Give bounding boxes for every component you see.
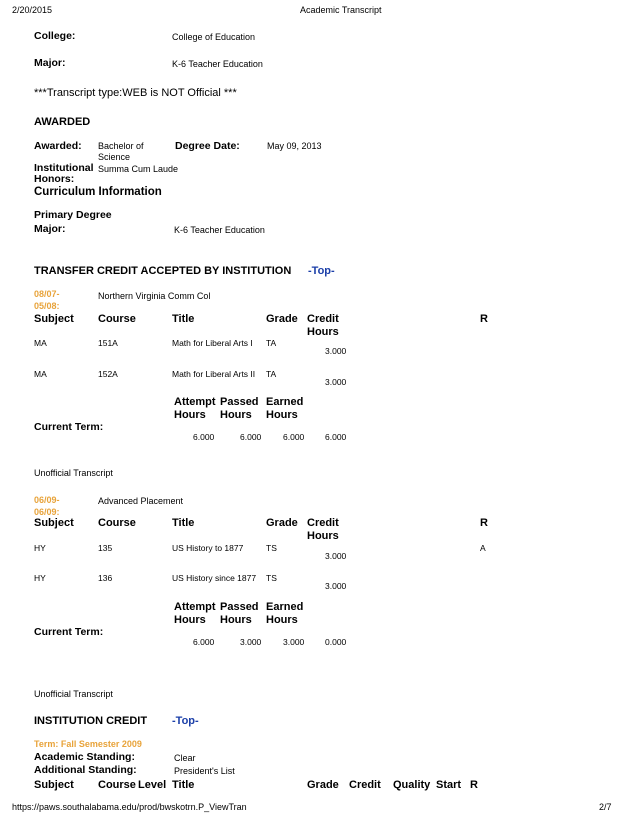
academic-standing-label: Academic Standing:	[34, 751, 135, 763]
college-value: College of Education	[172, 32, 256, 42]
col-grade: Grade	[266, 313, 298, 325]
degree-date-label: Degree Date:	[175, 140, 240, 152]
col-passed-hours: Passed Hours	[220, 601, 259, 626]
col-title: Title	[172, 779, 195, 791]
col-course: Course	[98, 313, 136, 325]
total-attempt: 6.000	[193, 432, 215, 442]
current-term-label: Current Term:	[34, 626, 104, 638]
row-grade: TS	[266, 543, 277, 553]
col-title: Title	[172, 313, 195, 325]
awarded-label: Awarded:	[34, 140, 82, 152]
honors-value: Summa Cum Laude	[98, 164, 179, 174]
institution-heading: INSTITUTION CREDIT	[34, 715, 148, 727]
awarded-heading: AWARDED	[34, 116, 91, 128]
curriculum-major-label: Major:	[34, 223, 66, 235]
col-earned-hours: Earned Hours	[266, 601, 304, 626]
row-course: 136	[98, 573, 113, 583]
page-number: 2/7	[599, 802, 612, 812]
term-dates: 08/07- 05/08:	[34, 289, 60, 311]
row-credit: 3.000	[325, 581, 347, 591]
curriculum-heading: Curriculum Information	[34, 186, 162, 198]
college-label: College:	[34, 30, 76, 42]
unofficial-notice: ***Transcript type:WEB is NOT Official ***	[34, 87, 237, 99]
print-date: 2/20/2015	[12, 5, 53, 15]
row-grade: TS	[266, 573, 277, 583]
honors-label: Institutional Honors:	[34, 162, 94, 185]
col-credit-hours: Credit Hours	[307, 313, 339, 338]
col-grade: Grade	[307, 779, 339, 791]
total-earned: 6.000	[283, 432, 305, 442]
print-url: https://paws.southalabama.edu/prod/bwskotrn.P_ViewTran	[12, 802, 247, 812]
total-extra: 0.000	[325, 637, 347, 647]
row-grade: TA	[266, 369, 277, 379]
col-title: Title	[172, 517, 195, 529]
degree-date-value: May 09, 2013	[267, 141, 322, 151]
col-subject: Subject	[34, 313, 74, 325]
row-subject: MA	[34, 369, 47, 379]
major-value: K-6 Teacher Education	[172, 59, 263, 69]
row-course: 152A	[98, 369, 118, 379]
term-name: Term: Fall Semester 2009	[34, 739, 142, 749]
print-title: Academic Transcript	[300, 5, 382, 15]
col-attempt-hours: Attempt Hours	[174, 396, 216, 421]
term-source: Advanced Placement	[98, 496, 184, 506]
col-credit: Credit	[349, 779, 381, 791]
row-title: Math for Liberal Arts II	[172, 369, 256, 379]
row-r: A	[480, 543, 486, 553]
col-subject: Subject	[34, 517, 74, 529]
col-subject: Subject	[34, 779, 74, 791]
transfer-heading: TRANSFER CREDIT ACCEPTED BY INSTITUTION	[34, 265, 292, 277]
col-course: Course	[98, 779, 136, 791]
col-passed-hours: Passed Hours	[220, 396, 259, 421]
total-attempt: 6.000	[193, 637, 215, 647]
row-title: US History since 1877	[172, 573, 257, 583]
col-earned-hours: Earned Hours	[266, 396, 304, 421]
col-r: R	[480, 517, 488, 529]
curriculum-major-value: K-6 Teacher Education	[174, 225, 265, 235]
additional-standing-value: President's List	[174, 766, 235, 776]
row-title: US History to 1877	[172, 543, 244, 553]
row-subject: HY	[34, 573, 46, 583]
col-level: Level	[138, 779, 167, 791]
col-credit-hours: Credit Hours	[307, 517, 339, 542]
term-dates: 06/09- 06/09:	[34, 495, 60, 517]
total-earned: 3.000	[283, 637, 305, 647]
col-course: Course	[98, 517, 136, 529]
row-subject: MA	[34, 338, 47, 348]
row-grade: TA	[266, 338, 277, 348]
row-course: 135	[98, 543, 113, 553]
col-r: R	[480, 313, 488, 325]
primary-degree-label: Primary Degree	[34, 209, 112, 221]
unofficial-label: Unofficial Transcript	[34, 689, 113, 699]
row-credit: 3.000	[325, 551, 347, 561]
col-grade: Grade	[266, 517, 298, 529]
col-r: R	[470, 779, 478, 791]
row-course: 151A	[98, 338, 118, 348]
total-passed: 3.000	[240, 637, 262, 647]
col-start: Start	[436, 779, 462, 791]
row-credit: 3.000	[325, 346, 347, 356]
col-quality: Quality	[393, 779, 431, 791]
awarded-value: Bachelor of Science	[98, 141, 144, 162]
row-subject: HY	[34, 543, 46, 553]
major-label: Major:	[34, 57, 66, 69]
total-passed: 6.000	[240, 432, 262, 442]
term-source: Northern Virginia Comm Col	[98, 291, 211, 301]
additional-standing-label: Additional Standing:	[34, 764, 137, 776]
unofficial-label: Unofficial Transcript	[34, 468, 113, 478]
total-extra: 6.000	[325, 432, 347, 442]
academic-standing-value: Clear	[174, 753, 196, 763]
row-credit: 3.000	[325, 377, 347, 387]
top-link[interactable]: -Top-	[172, 715, 199, 727]
current-term-label: Current Term:	[34, 421, 104, 433]
row-title: Math for Liberal Arts I	[172, 338, 253, 348]
col-attempt-hours: Attempt Hours	[174, 601, 216, 626]
top-link[interactable]: -Top-	[308, 265, 335, 277]
